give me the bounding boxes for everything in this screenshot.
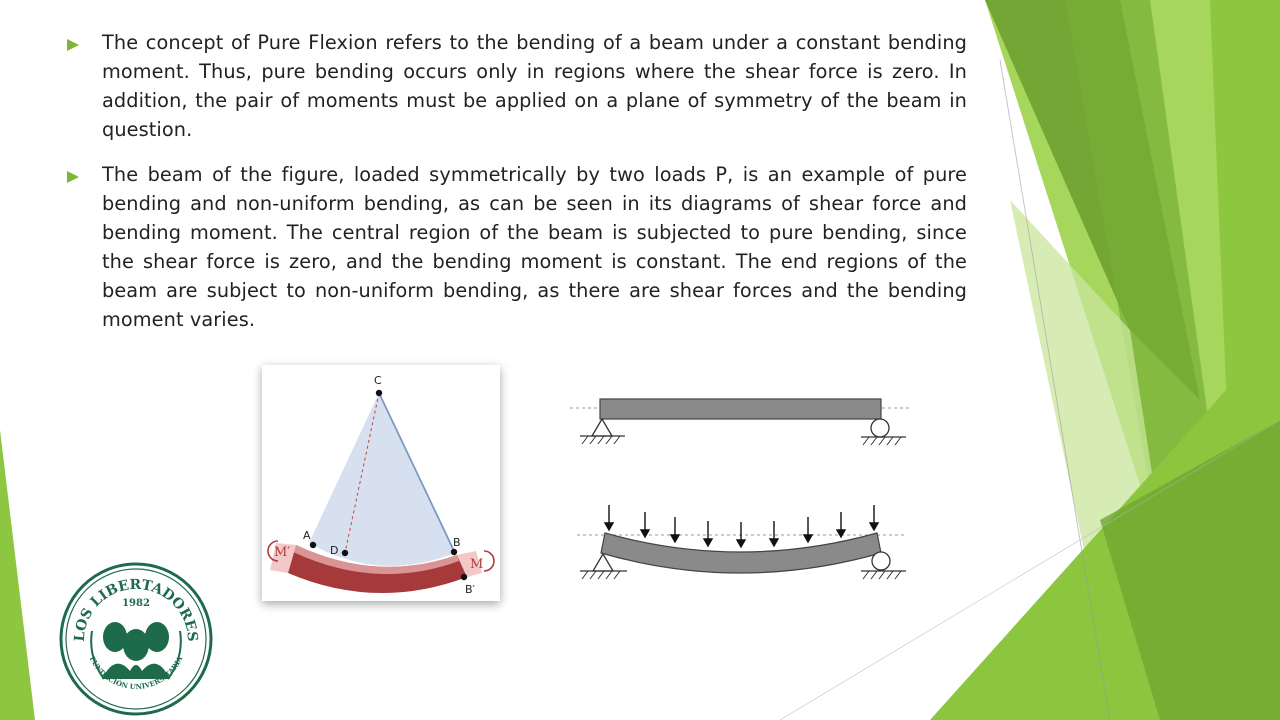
founders-portrait-icon xyxy=(102,622,170,679)
logo-name-text: LOS LIBERTADORES xyxy=(71,576,201,643)
moment-left-label: M′ xyxy=(274,545,291,560)
point-b-label: B xyxy=(453,536,461,549)
logo-year-text: 1982 xyxy=(122,598,150,609)
moment-right-arrow-icon xyxy=(484,551,494,571)
bullet-item xyxy=(66,160,967,334)
bullet-text: The beam of the figure, loaded symmetrically by two loads P, is an example of pure bending and non-uniform bending, as can be seen in its diagrams of shear force and bending moment. The central region of the beam is subjected to pure bending, since the shear force is zero, and the bending moment is constant. The end regions of the beam are subject to non-uniform bending, as there are shear forces and the bending moment varies. xyxy=(102,163,967,331)
triangle-bullet-icon xyxy=(66,28,102,56)
bullet-list xyxy=(66,28,967,350)
logo-subtitle-text: FUNDACIÓN UNIVERSITARIA xyxy=(87,654,185,692)
point-a-label: A xyxy=(303,529,311,542)
point-b-prime-label: B′ xyxy=(465,583,476,596)
load-arrows-icon xyxy=(605,505,878,547)
university-logo xyxy=(58,561,214,717)
triangle-bullet-icon xyxy=(66,160,102,188)
curvature-diagram xyxy=(262,365,500,601)
bullet-text: The concept of Pure Flexion refers to the bending of a beam under a constant bending moment. Thus, pure bending occurs only in regions where the shear force is zero. In addition, the pair of moments must be applied on a plane of symmetry of the beam in question. xyxy=(102,31,967,141)
point-c-label: C xyxy=(374,374,382,387)
bent-beam-diagram xyxy=(565,497,915,600)
moment-right-label: M xyxy=(470,557,484,572)
point-d-label: D xyxy=(330,544,339,557)
bullet-item xyxy=(66,28,967,144)
straight-beam-diagram xyxy=(565,388,915,460)
